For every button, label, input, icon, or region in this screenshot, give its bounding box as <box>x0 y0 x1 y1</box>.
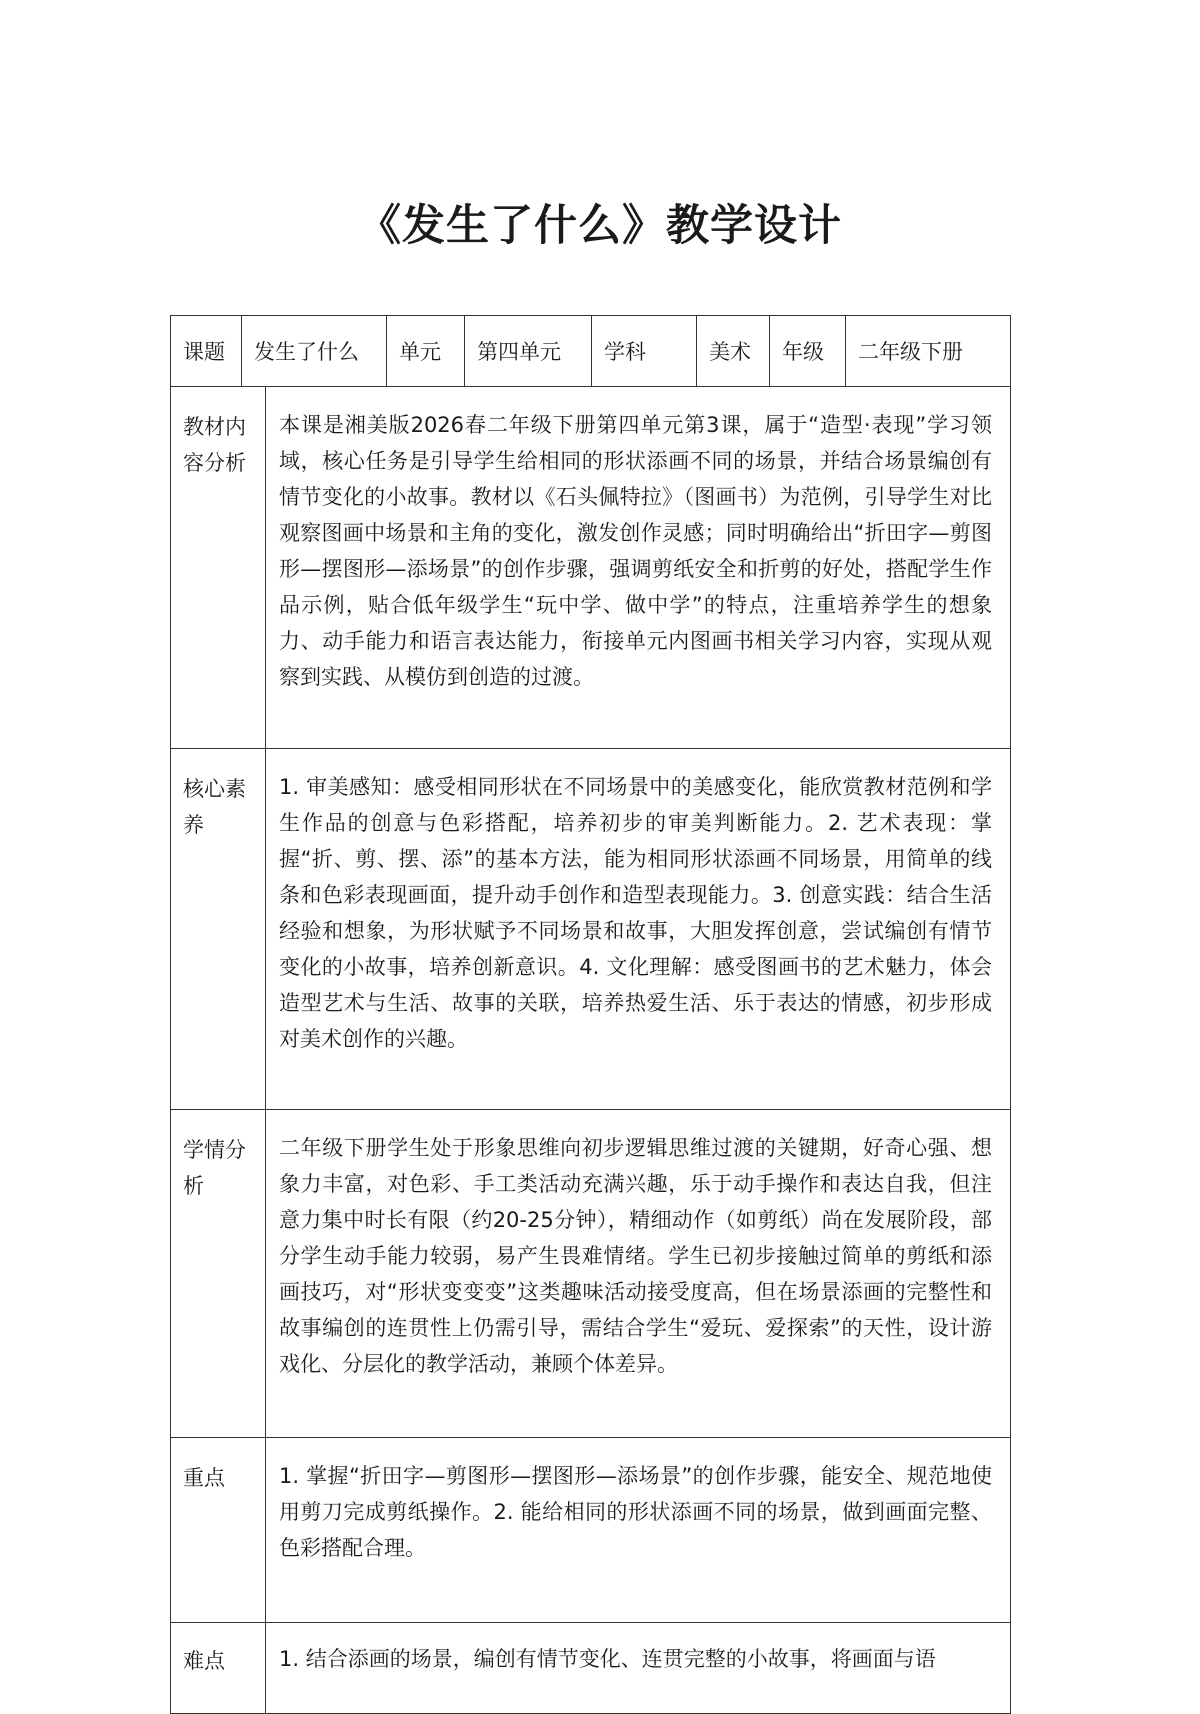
material-analysis-row <box>171 387 1011 749</box>
topic-value: 发生了什么 <box>242 316 387 387</box>
core-literacy-row <box>171 749 1011 1110</box>
key-points-label: 重点 <box>171 1438 266 1623</box>
core-literacy-content: 1. 审美感知：感受相同形状在不同场景中的美感变化，能欣赏教材范例和学生作品的创意与色彩搭配，培养初步的审美判断能力。2. 艺术表现：掌握“折、剪、摆、添”的基本方法，能为相同形状添画不同场景，用简单的线条和色彩表现画面，提升动手创作和造型表现能力。3. 创意实践：结合生活经验和想象，为形状赋予不同场景和故事，大胆发挥创意，尝试编创有情节变化的小故事，培养创新意识。4. 文化理解：感受图画书的艺术魅力，体会造型艺术与生活、故事的关联，培养热爱生活、乐于表达的情感，初步形成对美术创作的兴趣。 <box>266 749 1011 1110</box>
grade-value: 二年级下册 <box>846 316 1011 387</box>
subject-label: 学科 <box>592 316 697 387</box>
core-literacy-label: 核心素养 <box>171 749 266 1110</box>
difficulties-label: 难点 <box>171 1623 266 1714</box>
header-row <box>171 316 1011 387</box>
difficulties-content: 1. 结合添画的场景，编创有情节变化、连贯完整的小故事，将画面与语 <box>266 1623 1011 1714</box>
document-title: 《发生了什么》教学设计 <box>358 201 842 251</box>
student-analysis-row <box>171 1110 1011 1438</box>
material-analysis-label: 教材内容分析 <box>171 387 266 749</box>
lesson-design-table <box>170 315 1011 1714</box>
grade-label: 年级 <box>770 316 846 387</box>
material-analysis-content: 本课是湘美版2026春二年级下册第四单元第3课，属于“造型·表现”学习领域，核心任务是引导学生给相同的形状添画不同的场景，并结合场景编创有情节变化的小故事。教材以《石头佩特拉》（图画书）为范例，引导学生对比观察图画中场景和主角的变化，激发创作灵感；同时明确给出“折田字—剪图形—摆图形—添场景”的创作步骤，强调剪纸安全和折剪的好处，搭配学生作品示例，贴合低年级学生“玩中学、做中学”的特点，注重培养学生的想象力、动手能力和语言表达能力，衔接单元内图画书相关学习内容，实现从观察到实践、从模仿到创造的过渡。 <box>266 387 1011 749</box>
difficulties-row <box>171 1623 1011 1714</box>
key-points-content: 1. 掌握“折田字—剪图形—摆图形—添场景”的创作步骤，能安全、规范地使用剪刀完成剪纸操作。2. 能给相同的形状添画不同的场景，做到画面完整、色彩搭配合理。 <box>266 1438 1011 1623</box>
unit-label: 单元 <box>387 316 465 387</box>
unit-value: 第四单元 <box>465 316 592 387</box>
student-analysis-label: 学情分析 <box>171 1110 266 1438</box>
key-points-row <box>171 1438 1011 1623</box>
subject-value: 美术 <box>697 316 770 387</box>
topic-label: 课题 <box>171 316 242 387</box>
student-analysis-content: 二年级下册学生处于形象思维向初步逻辑思维过渡的关键期，好奇心强、想象力丰富，对色彩、手工类活动充满兴趣，乐于动手操作和表达自我，但注意力集中时长有限（约20-25分钟），精细动作（如剪纸）尚在发展阶段，部分学生动手能力较弱，易产生畏难情绪。学生已初步接触过简单的剪纸和添画技巧，对“形状变变变”这类趣味活动接受度高，但在场景添画的完整性和故事编创的连贯性上仍需引导，需结合学生“爱玩、爱探索”的天性，设计游戏化、分层化的教学活动，兼顾个体差异。 <box>266 1110 1011 1438</box>
